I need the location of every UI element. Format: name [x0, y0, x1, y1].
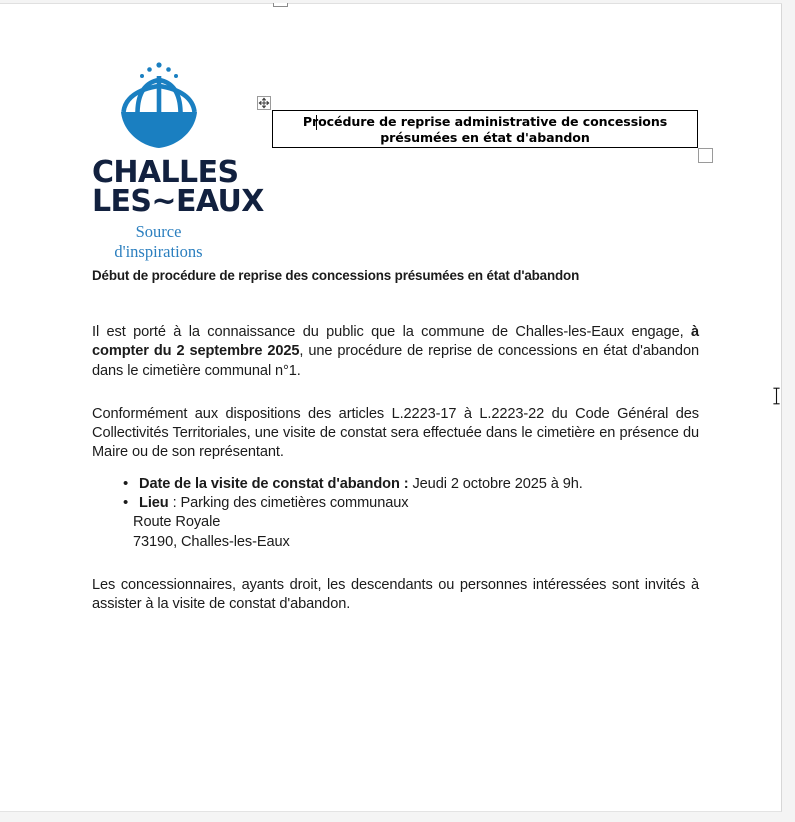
document-heading: Début de procédure de reprise des concessions présumées en état d'abandon — [92, 268, 580, 283]
paragraph-3: Les concessionnaires, ayants droit, les descendants ou personnes intéressées sont invités à assister à la visite de constat d'abandon. — [92, 576, 699, 613]
document-page[interactable] — [0, 3, 782, 812]
paragraph-1-bold: à compter du 2 septembre 2025 — [92, 324, 699, 360]
challes-les-eaux-logo — [92, 60, 264, 261]
page-top-rule — [0, 3, 782, 4]
list-item — [139, 494, 699, 513]
list-item — [139, 475, 699, 494]
logo-name-line1: CHALLES — [92, 155, 239, 190]
text-ibeam-cursor — [770, 386, 783, 406]
title-text-box[interactable] — [272, 110, 698, 148]
logo-name-line2: LES~EAUX — [92, 184, 264, 220]
details-list — [92, 475, 699, 514]
paragraph-1-part1: Il est porté à la connaissance du public que la commune de Challes-les-Eaux engage, — [92, 324, 691, 340]
logo-wordmark — [92, 155, 264, 220]
address-line-1: Route Royale — [133, 514, 221, 531]
four-way-arrow-icon — [258, 97, 270, 109]
title-text-content — [273, 114, 697, 146]
resize-handle[interactable] — [698, 148, 713, 163]
bullet-1-label: Date de la visite de constat d'abandon : — [139, 475, 409, 492]
paragraph-2: Conformément aux dispositions des articles L.2223-17 à L.2223-22 du Code Général des Collectivités Territoriales, une visite de constat sera effectuée dans le cimetière en présence du Maire ou de son représentant. — [92, 405, 699, 461]
logo-tagline: Source d'inspirations — [114, 221, 203, 261]
address-line-2: 73190, Challes-les-Eaux — [133, 533, 290, 550]
title-line-1: Procédure de reprise administrative de concessions — [302, 114, 668, 129]
document-body[interactable] — [92, 266, 699, 615]
paragraph-1-part2: , une procédure de reprise de concessions en état d'abandon dans le cimetière communal n°1. — [92, 343, 699, 379]
page-top-tab-marker — [273, 3, 288, 7]
paragraph-1 — [92, 323, 699, 381]
bullet-2-value: : Parking des cimetières communaux — [168, 495, 409, 512]
move-handle-icon[interactable] — [257, 96, 271, 110]
fountain-logo-mark — [109, 60, 209, 148]
bullet-2-label: Lieu — [139, 495, 169, 512]
bullet-1-value: Jeudi 2 octobre 2025 à 9h. — [408, 475, 583, 492]
title-line-2: présumées en état d'abandon — [380, 130, 590, 145]
